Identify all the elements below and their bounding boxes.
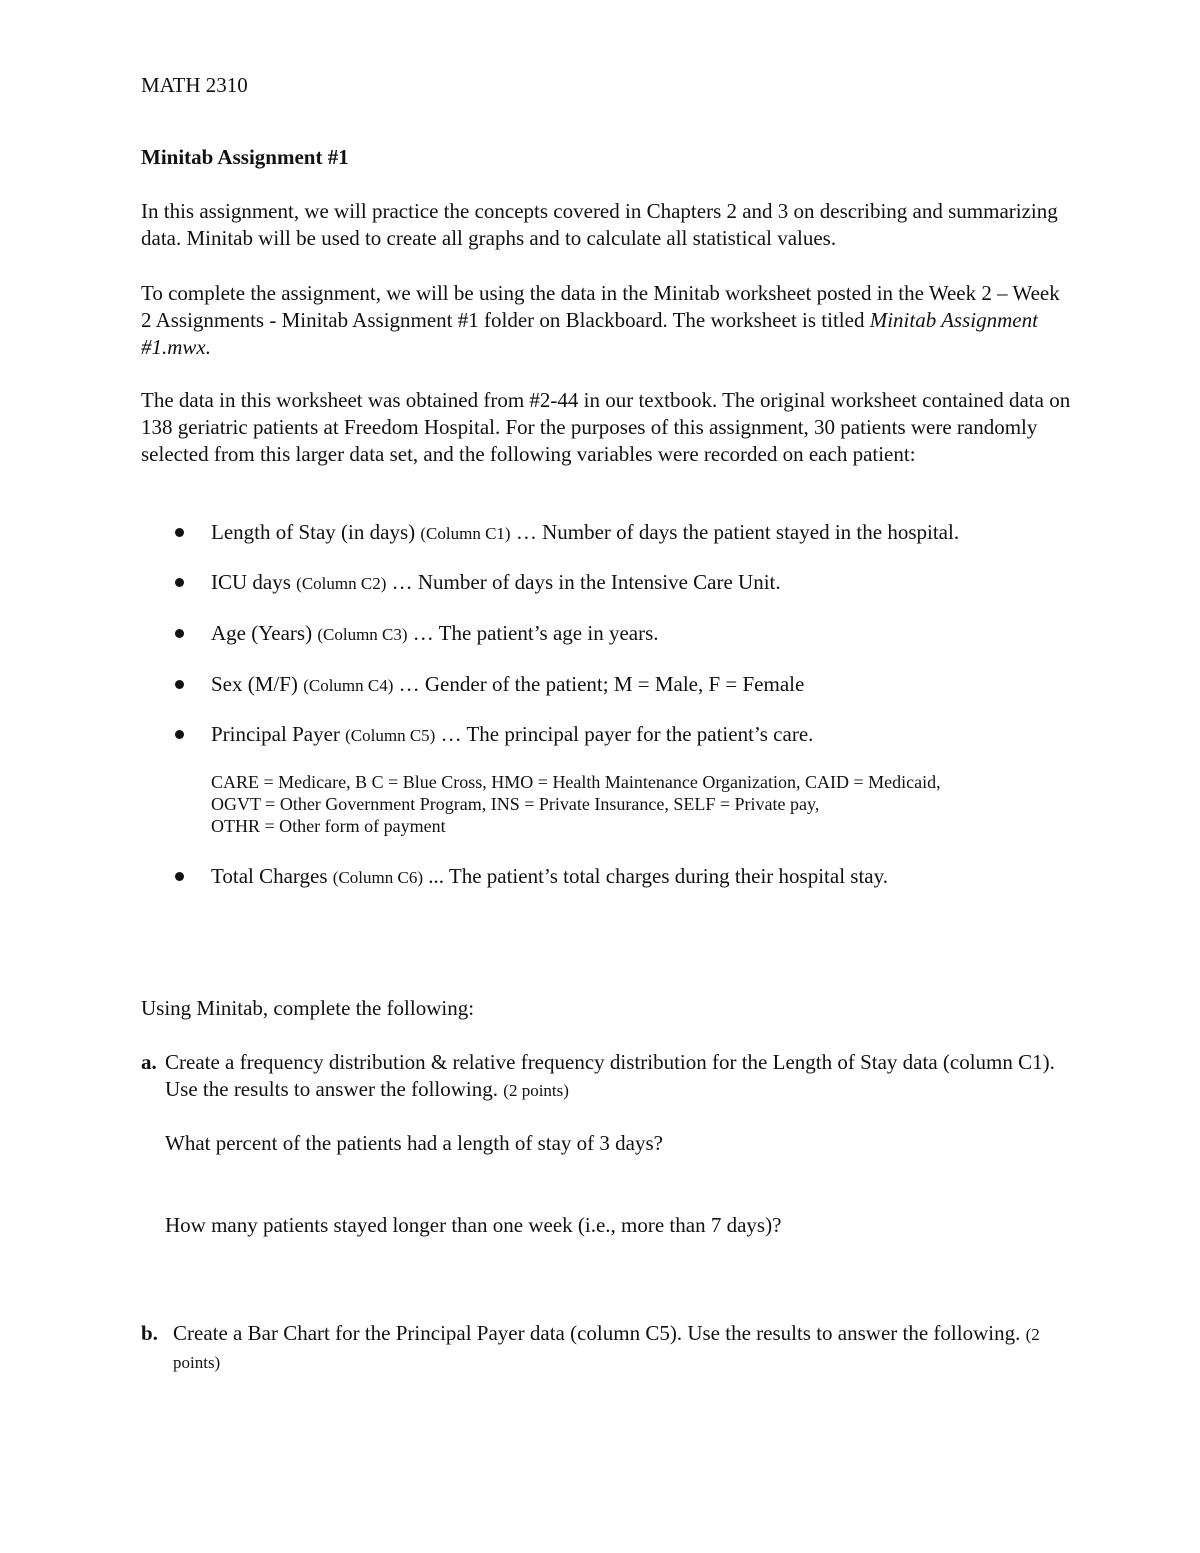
variable-description: … The patient’s age in years. (412, 621, 659, 645)
variable-name: Age (Years) (211, 621, 313, 645)
bullet-icon (175, 872, 184, 881)
variable-description: … Number of days the patient stayed in the hospital. (515, 520, 960, 544)
question-a-points: (2 points) (503, 1081, 569, 1100)
course-code: MATH 2310 (141, 73, 248, 97)
bullet-icon (175, 730, 184, 739)
worksheet-paragraph-text: To complete the assignment, we will be using the data in the Minitab worksheet posted in the Week 2 – Week 2 Assignments - Minitab Assignment #1 folder on Blackboard. The worksheet is titled (141, 281, 1060, 332)
bullet-icon (175, 680, 184, 689)
variable-column: (Column C2) (296, 574, 387, 593)
bullet-icon (175, 629, 184, 638)
question-a-sub-2: How many patients stayed longer than one week (i.e., more than 7 days)? (165, 1213, 782, 1237)
variable-name: Total Charges (211, 864, 328, 888)
question-b-text (173, 1320, 1063, 1376)
question-b-points: (2 points) (173, 1325, 1040, 1372)
variable-name: Principal Payer (211, 722, 340, 746)
variable-description: … Gender of the patient; M = Male, F = Female (398, 672, 805, 696)
variable-column: (Column C4) (303, 676, 394, 695)
question-b-label: b. (141, 1321, 158, 1345)
intro-paragraph: In this assignment, we will practice the concepts covered in Chapters 2 and 3 on describing and summarizing data. Minitab will be used to create all graphs and to calculate all statistical values. (141, 199, 1058, 250)
bullet-icon (175, 578, 184, 587)
question-b-instructions: Create a Bar Chart for the Principal Payer data (column C5). Use the results to answer the following. (173, 1321, 1021, 1345)
instructions-intro: Using Minitab, complete the following: (141, 996, 475, 1020)
question-a-text (165, 1049, 1065, 1104)
payer-code-line: OTHR = Other form of payment (211, 816, 446, 836)
payer-code-line: CARE = Medicare, B C = Blue Cross, HMO = Health Maintenance Organization, CAID = Medicaid, (211, 772, 941, 792)
variable-description: ... The patient’s total charges during their hospital stay. (428, 864, 889, 888)
variable-description: … The principal payer for the patient’s care. (440, 722, 814, 746)
variable-name: Length of Stay (in days) (211, 520, 416, 544)
variable-name: ICU days (211, 570, 291, 594)
variable-column: (Column C5) (345, 726, 436, 745)
question-a-sub-1: What percent of the patients had a length of stay of 3 days? (165, 1131, 663, 1155)
variable-column: (Column C1) (420, 524, 511, 543)
variable-column: (Column C3) (317, 625, 408, 644)
worksheet-filename: Minitab Assignment #1.mwx. (141, 308, 1038, 359)
bullet-icon (175, 528, 184, 537)
variable-column: (Column C6) (332, 868, 423, 887)
variable-description: … Number of days in the Intensive Care Unit. (391, 570, 781, 594)
assignment-title: Minitab Assignment #1 (141, 145, 349, 169)
data-source-paragraph: The data in this worksheet was obtained from #2-44 in our textbook. The original worksheet contained data on 138 geriatric patients at Freedom Hospital. For the purposes of this assignment, 30 patients were randomly selected from this larger data set, and the following variables were recorded on each patient: (141, 388, 1071, 466)
payer-code-line: OGVT = Other Government Program, INS = Private Insurance, SELF = Private pay, (211, 794, 820, 814)
payer-codes (211, 771, 941, 837)
variable-name: Sex (M/F) (211, 672, 298, 696)
worksheet-paragraph (141, 280, 1071, 361)
question-a-instructions: Create a frequency distribution & relative frequency distribution for the Length of Stay data (column C1). Use the results to answer the following. (165, 1050, 1055, 1101)
question-a-label: a. (141, 1050, 157, 1074)
